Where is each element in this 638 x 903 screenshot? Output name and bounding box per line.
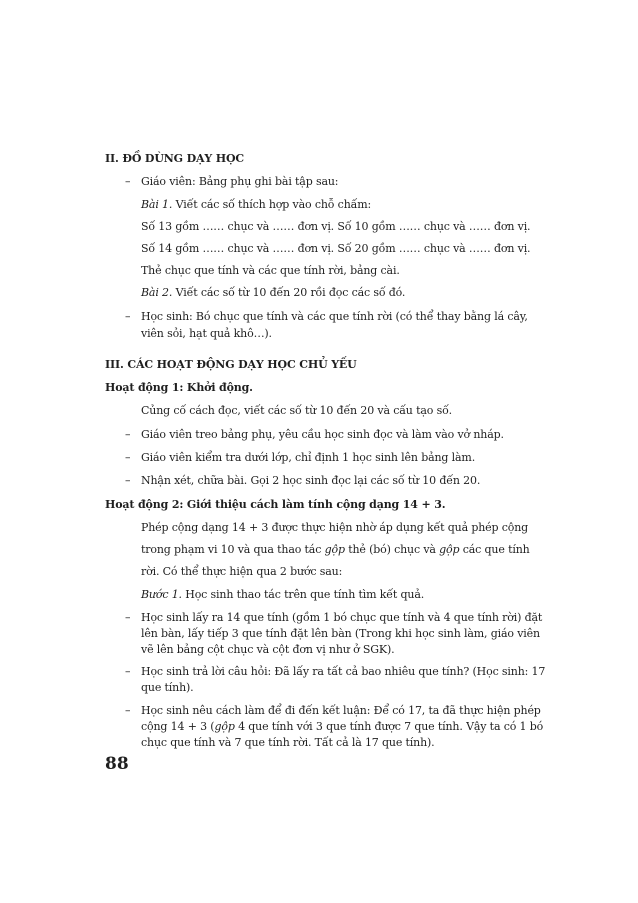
gop-term: gộp bbox=[324, 543, 345, 556]
gop-term: gộp bbox=[439, 543, 460, 556]
page-number: 88 bbox=[105, 754, 129, 774]
step-1 bbox=[141, 587, 424, 602]
text-run: các que tính bbox=[459, 543, 530, 556]
text-run: 4 que tính với 3 que tính được 7 que tính. Vậy ta có 1 bó bbox=[234, 720, 544, 733]
step-1-item-1-line-3: vẽ lên bảng cột chục và cột đơn vị như ở SGK). bbox=[141, 643, 395, 656]
activity-1-step-3: Nhận xét, chữa bài. Gọi 2 học sinh đọc lại các số từ 10 đến 20. bbox=[141, 474, 481, 487]
student-materials-line-2: viên sỏi, hạt quả khô…). bbox=[141, 327, 272, 340]
bullet-dash: – bbox=[125, 704, 131, 717]
exercise-1 bbox=[141, 197, 371, 212]
step-1-item-1-line-1: Học sinh lấy ra 14 que tính (gồm 1 bó chục que tính và 4 que tính rời) đặt bbox=[141, 611, 543, 624]
exercise-2-label: Bài 2. bbox=[141, 286, 173, 299]
activity-1-step-2: Giáo viên kiểm tra dưới lớp, chỉ định 1 học sinh lên bảng làm. bbox=[141, 451, 476, 464]
exercise-1-line-1: Số 13 gồm …… chục và …… đơn vị. Số 10 gồm …… chục và …… đơn vị. bbox=[141, 220, 531, 233]
text-run: trong phạm vi 10 và qua thao tác bbox=[141, 543, 325, 556]
step-1-item-2-line-2: que tính). bbox=[141, 681, 194, 694]
activity-1-title: Hoạt động 1: Khởi động. bbox=[105, 381, 253, 394]
activity-2-paragraph-line-3: rời. Có thể thực hiện qua 2 bước sau: bbox=[141, 565, 343, 578]
step-1-item-2-line-1: Học sinh trả lời câu hỏi: Đã lấy ra tất cả bao nhiêu que tính? (Học sinh: 17 bbox=[141, 665, 546, 678]
step-1-item-3-line-1: Học sinh nêu cách làm để đi đến kết luận: Để có 17, ta đã thực hiện phép bbox=[141, 704, 541, 717]
bullet-dash: – bbox=[125, 451, 131, 464]
step-1-item-1-line-2: lên bàn, lấy tiếp 3 que tính đặt lên bàn (Trong khi học sinh làm, giáo viên bbox=[141, 627, 540, 640]
section-heading-materials: II. ĐỒ DÙNG DẠY HỌC bbox=[105, 152, 245, 165]
activity-1-step-1: Giáo viên treo bảng phụ, yêu cầu học sinh đọc và làm vào vở nháp. bbox=[141, 428, 504, 441]
bullet-dash: – bbox=[125, 428, 131, 441]
exercise-1-label: Bài 1. bbox=[141, 198, 173, 211]
activity-2-paragraph-line-1: Phép cộng dạng 14 + 3 được thực hiện nhờ áp dụng kết quả phép cộng bbox=[141, 521, 529, 534]
exercise-1-line-2: Số 14 gồm …… chục và …… đơn vị. Số 20 gồm …… chục và …… đơn vị. bbox=[141, 242, 531, 255]
section-heading-activities: III. CÁC HOẠT ĐỘNG DẠY HỌC CHỦ YẾU bbox=[105, 358, 357, 371]
exercise-2-text: Viết các số từ 10 đến 20 rồi đọc các số đó. bbox=[172, 286, 406, 299]
step-1-label: Bước 1. bbox=[141, 588, 182, 601]
exercise-1-text: Viết các số thích hợp vào chỗ chấm: bbox=[172, 198, 372, 211]
student-materials-line-1: Học sinh: Bó chục que tính và các que tính rời (có thể thay bằng lá cây, bbox=[141, 310, 528, 323]
bullet-dash: – bbox=[125, 474, 131, 487]
text-run: cộng 14 + 3 ( bbox=[141, 720, 215, 733]
teacher-materials: Giáo viên: Bảng phụ ghi bài tập sau: bbox=[141, 175, 339, 188]
teaching-aids: Thẻ chục que tính và các que tính rời, bảng cài. bbox=[141, 264, 400, 277]
step-1-item-3-line-3: chục que tính và 7 que tính rời. Tất cả là 17 que tính). bbox=[141, 736, 435, 749]
bullet-dash: – bbox=[125, 611, 131, 624]
step-1-item-3-line-2 bbox=[141, 719, 543, 734]
activity-2-paragraph-line-2 bbox=[141, 542, 530, 557]
bullet-dash: – bbox=[125, 310, 131, 323]
step-1-text: Học sinh thao tác trên que tính tìm kết quả. bbox=[181, 588, 425, 601]
text-run: thẻ (bó) chục và bbox=[344, 543, 440, 556]
activity-1-intro: Củng cố cách đọc, viết các số từ 10 đến 20 và cấu tạo số. bbox=[141, 404, 453, 417]
bullet-dash: – bbox=[125, 665, 131, 678]
bullet-dash: – bbox=[125, 175, 131, 188]
gop-term: gộp bbox=[214, 720, 235, 733]
activity-2-title: Hoạt động 2: Giới thiệu cách làm tính cộng dạng 14 + 3. bbox=[105, 498, 446, 511]
exercise-2 bbox=[141, 285, 405, 300]
